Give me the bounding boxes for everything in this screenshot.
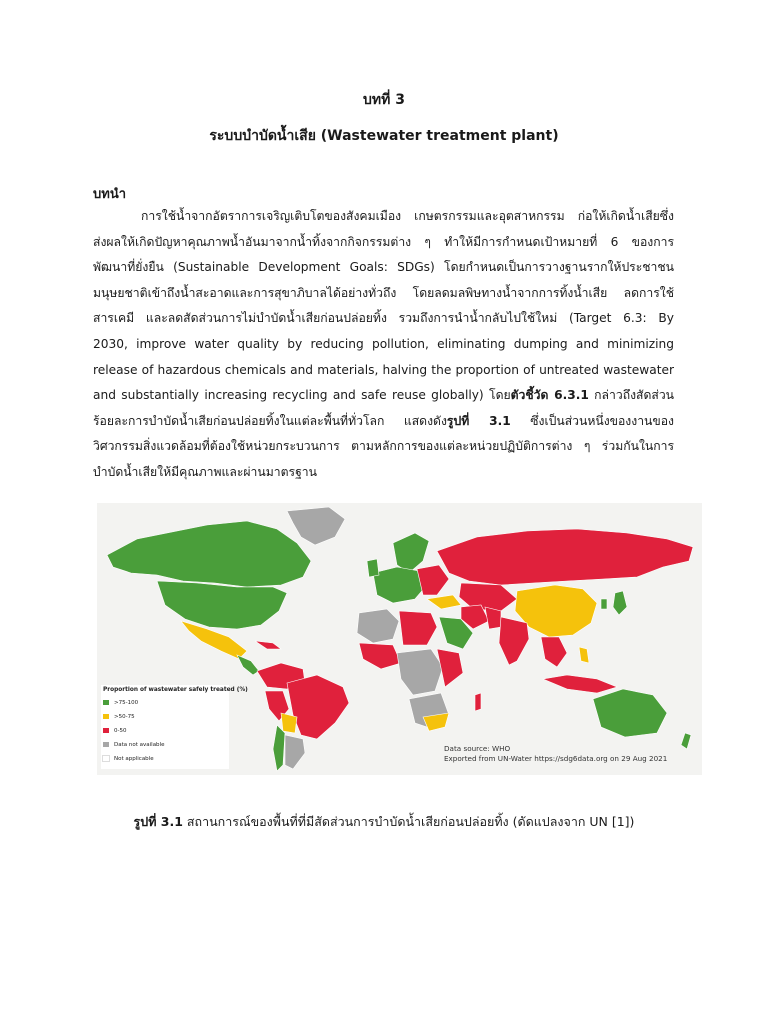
region-southeast-asia [541, 637, 567, 667]
legend-item [103, 756, 154, 764]
indicator-reference: ตัวชี้วัด 6.3.1 [510, 388, 589, 403]
legend-label: >50-75 [114, 714, 135, 720]
region-philippines [579, 647, 589, 663]
region-argentina [285, 735, 305, 769]
legend-swatch [103, 742, 109, 747]
region-australia [593, 689, 667, 737]
source-line-1: Data source: WHO [444, 744, 511, 753]
region-central-africa [397, 649, 443, 695]
legend-title: Proportion of wastewater safely treated (%) [103, 687, 248, 693]
region-pakistan [485, 607, 501, 629]
region-madagascar [475, 693, 481, 711]
legend-item [103, 742, 164, 750]
region-eastern-europe [417, 565, 449, 595]
region-new-zealand [681, 733, 691, 749]
paragraph-line-1: การใช้น้ำจากอัตราการเจริญเติบโตของสังคมเมือง เกษตรกรรมและอุตสาหกรรม ก่อให้เกิดน้ำเสียซึ่ง [141, 209, 674, 223]
region-brazil [287, 675, 349, 739]
chapter-heading: บทที่ 3 [363, 92, 405, 108]
paragraph-line-11: บำบัดน้ำเสียให้มีคุณภาพและผ่านมาตรฐาน [93, 464, 317, 479]
chapter-title: ระบบบำบัดน้ำเสีย (Wastewater treatment plant) [209, 128, 559, 144]
caption-text: สถานการณ์ของพื้นที่ที่มีสัดส่วนการบำบัดน้ำเสียก่อนปล่อยทิ้ง (ดัดแปลงจาก UN [1]) [182, 814, 635, 829]
section-heading: บทนำ [93, 187, 127, 202]
region-japan [613, 591, 627, 615]
source-line-2: Exported from UN-Water https://sdg6data.org on 29 Aug 2021 [444, 753, 668, 763]
paragraph-line-9-text: ร้อยละการบำบัดน้ำเสียก่อนปล่อยทิ้งในแต่ละพื้นที่ทั่วโลก แสดงดัง [93, 413, 447, 428]
map-legend [101, 685, 248, 769]
legend-label: >75-100 [114, 700, 139, 706]
region-indonesia [543, 675, 617, 693]
region-russia [437, 529, 693, 585]
region-west-africa [359, 643, 401, 669]
map-source [444, 744, 667, 763]
paragraph-line-4: มนุษยชาติเข้าถึงน้ำสะอาดและการสุขาภิบาลได้อย่างทั่วถึง โดยลดมลพิษทางน้ำจากการทิ้งน้ำเสีย ลดการใช้ [93, 285, 674, 300]
figure-caption [0, 812, 768, 832]
legend-item [103, 728, 126, 736]
region-india [499, 617, 529, 665]
region-greenland [287, 507, 345, 545]
region-uk [367, 559, 379, 577]
paragraph-line-10: วิศวกรรมสิ่งแวดล้อมที่ต้องใช้หน่วยกระบวนการ ตามหลักการของแต่ละหน่วยปฏิบัติการต่าง ๆ ร่วมกันในการ [93, 439, 674, 454]
legend-swatch [103, 756, 109, 761]
region-north-africa-east [399, 611, 437, 645]
paragraph-line-6: 2030, improve water quality by reducing pollution, eliminating dumping and minimizing [93, 336, 674, 351]
legend-label: 0-50 [114, 728, 127, 734]
region-usa [157, 581, 287, 629]
paragraph-line-8-text: and substantially increasing recycling and safe reuse globally) โดย [93, 388, 511, 403]
region-north-africa-west [357, 609, 399, 643]
paragraph-line-9-tail: ซึ่งเป็นส่วนหนึ่งของงานของ [510, 413, 674, 428]
paragraph-line-5: สารเคมี และลดสัดส่วนการไม่บำบัดน้ำเสียก่อนปล่อยทิ้ง รวมถึงการนำน้ำกลับไปใช้ใหม่ (Target 6.3: By [93, 311, 674, 326]
paragraph-line-2: ส่งผลให้เกิดปัญหาคุณภาพน้ำอันมาจากน้ำทิ้งจากกิจกรรมต่าง ๆ ทำให้มีการกำหนดเป้าหมายที่ 6 ของการ [93, 234, 674, 249]
intro-paragraph [93, 204, 674, 486]
legend-item [103, 714, 135, 722]
paragraph-line-7: release of hazardous chemicals and materials, halving the proportion of untreated wastewater [93, 362, 674, 377]
legend-label: Data not available [114, 742, 165, 748]
paragraph-line-3: พัฒนาที่ยั่งยืน (Sustainable Development Goals: SDGs) โดยกำหนดเป็นการวางฐานรากให้ประชาชน [93, 260, 674, 275]
legend-swatch [103, 700, 109, 705]
paragraph-line-9 [93, 409, 674, 435]
paragraph-line-8 [93, 383, 674, 409]
legend-item [103, 700, 138, 708]
caption-label: รูปที่ 3.1 [133, 814, 183, 829]
figure-reference: รูปที่ 3.1 [446, 413, 511, 428]
legend-swatch [103, 728, 109, 733]
legend-label: Not applicable [114, 756, 154, 762]
region-korea [601, 599, 607, 609]
world-map-figure [97, 503, 702, 775]
region-caribbean [255, 641, 281, 649]
region-chile [273, 725, 285, 771]
paragraph-line-8-tail: กล่าวถึงสัดส่วน [588, 388, 674, 403]
region-east-africa [437, 649, 463, 687]
region-canada [107, 521, 311, 587]
region-central-america [237, 655, 259, 675]
legend-swatch [103, 714, 109, 719]
region-turkey [427, 595, 461, 609]
